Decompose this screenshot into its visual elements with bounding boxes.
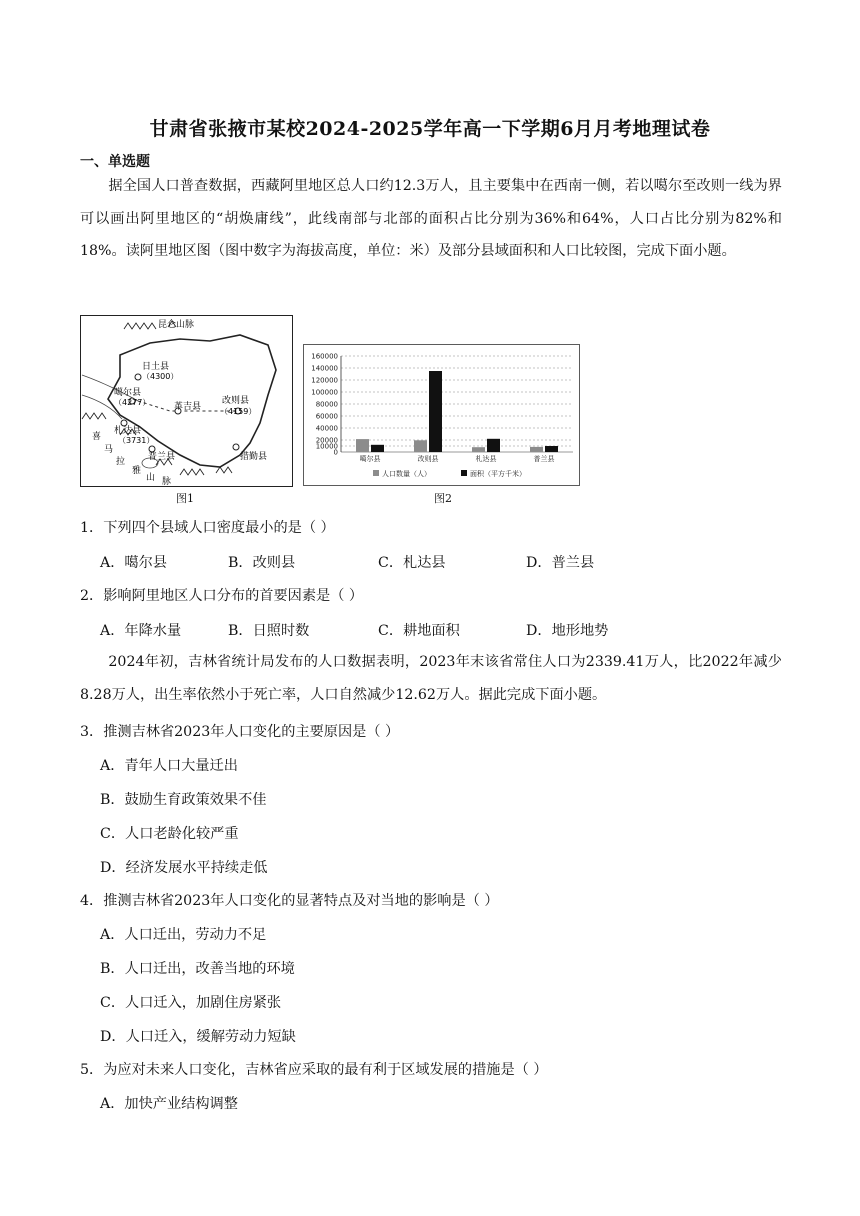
- map-label-ritu-alt: （4300）: [142, 372, 179, 381]
- q4-option-a[interactable]: A．人口迁出，劳动力不足: [100, 927, 267, 943]
- map-label-shan: 山: [146, 473, 156, 483]
- map-label-zhada-alt: （3731）: [118, 436, 155, 445]
- chart-caption: 图2: [434, 492, 452, 505]
- map-label-gaize-alt: （4159）: [220, 407, 257, 416]
- chart-legend-swatch: [373, 470, 379, 476]
- question-1-stem: 1．下列四个县域人口密度最小的是（ ）: [80, 520, 335, 536]
- ali-map: [80, 315, 294, 489]
- chart-bar: [472, 447, 485, 452]
- q4-option-d[interactable]: D．人口迁入，缓解劳动力短缺: [100, 1029, 296, 1045]
- q3-option-d[interactable]: D．经济发展水平持续走低: [100, 860, 268, 876]
- q5-option-a[interactable]: A．加快产业结构调整: [100, 1096, 238, 1112]
- section-heading: 一、单选题: [80, 154, 150, 170]
- ali-map-figure: [80, 315, 294, 493]
- chart-xtick-label: 普兰县: [533, 455, 555, 463]
- chart-ytick-label: 20000: [315, 436, 338, 445]
- q3-option-c[interactable]: C．人口老龄化较严重: [100, 826, 239, 842]
- chart-xtick-label: 札达县: [475, 455, 497, 463]
- chart-bar: [545, 446, 558, 452]
- question-5-stem: 5．为应对未来人口变化，吉林省应采取的最有利于区域发展的措施是（ ）: [80, 1062, 548, 1078]
- question-4-stem: 4．推测吉林省2023年人口变化的显著特点及对当地的影响是（ ）: [80, 893, 499, 909]
- chart-bar: [530, 447, 543, 452]
- q1-option-d[interactable]: D．普兰县: [526, 555, 595, 571]
- chart-ytick-label: 120000: [311, 376, 338, 385]
- q2-option-c[interactable]: C．耕地面积: [378, 623, 460, 639]
- q4-option-c[interactable]: C．人口迁入，加剧住房紧张: [100, 995, 282, 1011]
- chart-legend-swatch: [461, 470, 467, 476]
- map-label-cuoqin: 措勤县: [240, 452, 268, 462]
- question-2-stem: 2．影响阿里地区人口分布的首要因素是（ ）: [80, 588, 364, 604]
- page-title: 甘肃省张掖市某校2024-2025学年高一下学期6月月考地理试卷: [149, 118, 711, 140]
- chart-ytick-label: 60000: [315, 412, 338, 421]
- chart-ytick-label: 140000: [311, 364, 338, 373]
- chart-ytick-label: 100000: [311, 388, 338, 397]
- map-label-geji: 革吉县: [174, 402, 202, 412]
- map-label-kunlun: 昆仑山脉: [158, 320, 195, 330]
- q1-option-a[interactable]: A．噶尔县: [100, 555, 167, 571]
- map-label-mai: 脉: [162, 477, 172, 487]
- county-chart-figure: [303, 344, 581, 491]
- map-label-zhada: 札达县: [114, 426, 142, 436]
- map-label-gaer-alt: （4277）: [114, 398, 151, 407]
- q2-option-b[interactable]: B．日照时数: [228, 623, 310, 639]
- chart-bar: [414, 440, 427, 452]
- q2-option-a[interactable]: A．年降水量: [100, 623, 182, 639]
- map-label-pulan: 普兰县: [148, 452, 176, 462]
- passage-ali: 据全国人口普查数据，西藏阿里地区总人口约12.3万人，且主要集中在西南一侧，若以噶尔至改则一线为界可以画出阿里地区的“胡焕庸线”，此线南部与北部的面积占比分别为36%和64%，人口占比分别为82%和18%。读阿里地区图（图中数字为海拔高度，单位：米）及部分县域面积和人口比较图，完成下面小题。: [80, 178, 782, 259]
- map-label-xi: 喜: [92, 432, 102, 442]
- chart-xtick-label: 噶尔县: [359, 455, 381, 463]
- ritu-marker: [135, 374, 141, 380]
- q2-option-d[interactable]: D．地形地势: [526, 623, 609, 639]
- q3-option-b[interactable]: B．鼓励生育政策效果不佳: [100, 792, 267, 808]
- map-label-ritu: 日土县: [142, 362, 170, 372]
- q1-option-c[interactable]: C．札达县: [378, 555, 446, 571]
- cuoqin-marker: [233, 444, 239, 450]
- chart-ytick-label: 160000: [311, 352, 338, 361]
- map-caption: 图1: [176, 492, 194, 505]
- chart-ytick-label: 40000: [315, 424, 338, 433]
- q3-option-a[interactable]: A．青年人口大量迁出: [100, 758, 238, 774]
- map-label-gaize: 改则县: [222, 396, 250, 406]
- chart-bar: [371, 445, 384, 452]
- chart-bar: [487, 439, 500, 452]
- q4-option-b[interactable]: B．人口迁出，改善当地的环境: [100, 961, 295, 977]
- county-bar-chart: [303, 344, 581, 487]
- chart-bar: [356, 439, 369, 452]
- chart-bar: [429, 371, 442, 452]
- map-label-la: 拉: [116, 457, 126, 467]
- chart-ytick-label: 80000: [315, 400, 338, 409]
- chart-xtick-label: 改则县: [417, 455, 439, 463]
- question-3-stem: 3．推测吉林省2023年人口变化的主要原因是（ ）: [80, 724, 400, 740]
- passage-jilin: 2024年初，吉林省统计局发布的人口数据表明，2023年末该省常住人口为2339.41万人，比2022年减少8.28万人，出生率依然小于死亡率，人口自然减少12.62万人。据此完成下面小题。: [80, 654, 782, 703]
- map-label-gaer: 噶尔县: [114, 388, 142, 398]
- map-label-ya: 雅: [132, 466, 142, 476]
- q1-option-b[interactable]: B．改则县: [228, 555, 296, 571]
- map-label-ma: 马: [104, 445, 114, 455]
- chart-ytick-label: 0: [333, 448, 338, 457]
- chart-legend-label: 面积（平方千米）: [470, 470, 526, 478]
- chart-legend-label: 人口数量（人）: [382, 470, 431, 478]
- chart-ytick-label: 10000: [315, 442, 338, 451]
